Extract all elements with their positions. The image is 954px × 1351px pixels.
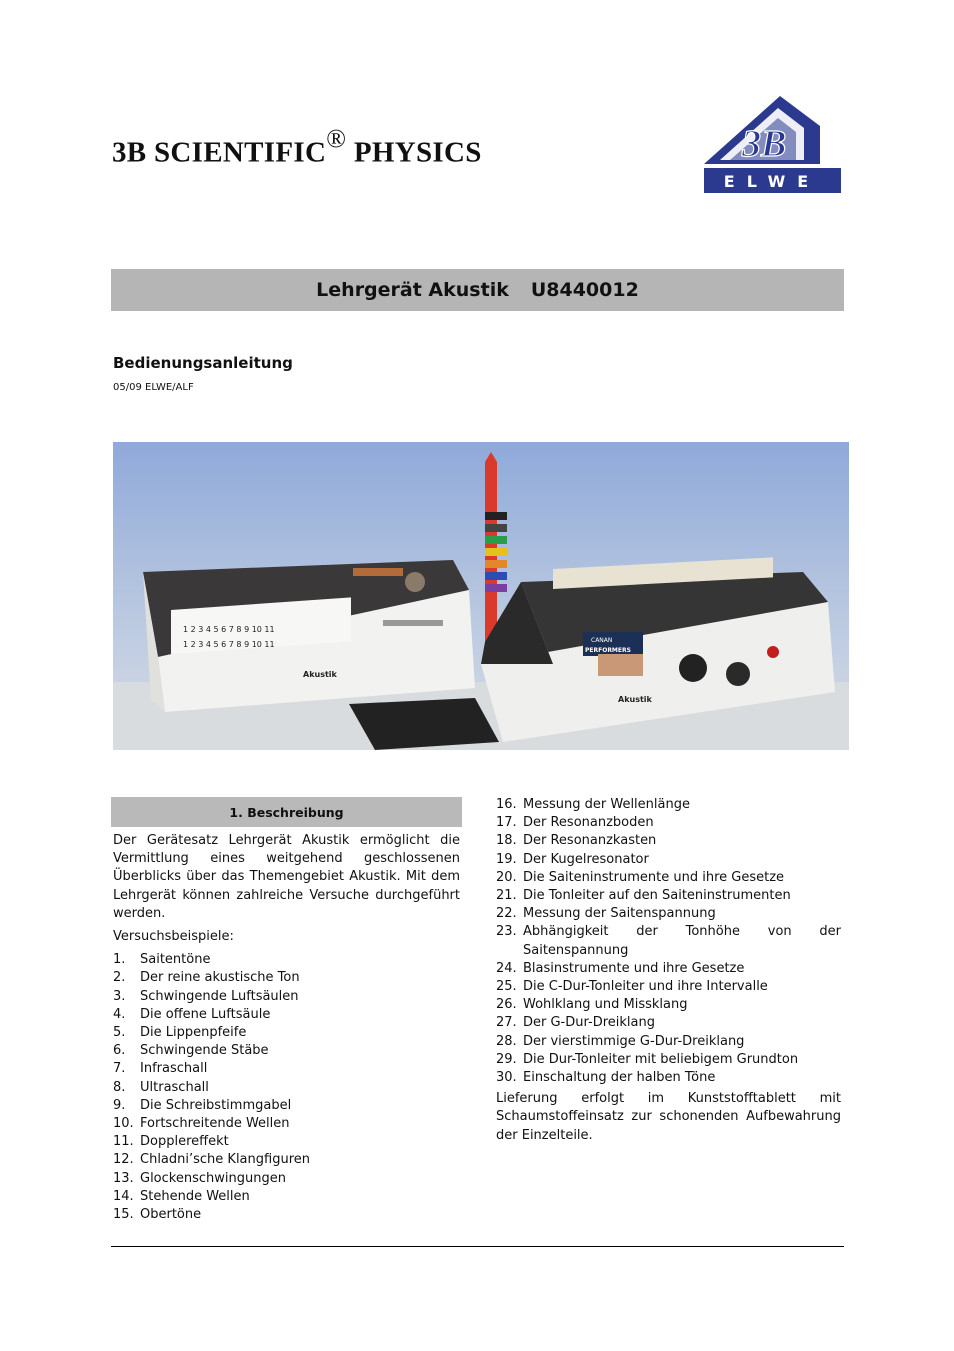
list-item-number: 18. (496, 833, 517, 849)
list-item-number: 13. (113, 1170, 134, 1186)
list-item-text: Saitentöne (140, 952, 211, 968)
list-item (113, 1206, 460, 1224)
box-label-right: Akustik (618, 695, 652, 704)
document-code: 05/09 ELWE/ALF (113, 382, 194, 393)
footer-rule (111, 1246, 844, 1247)
list-item (113, 969, 460, 987)
list-item (496, 1033, 841, 1051)
delivery-paragraph: Lieferung erfolgt im Kunststofftablett mit Schaumstoffeinsatz zur schonenden Aufbewahrung der Einzelteile. (496, 1091, 841, 1143)
list-item-text: Messung der Wellenlänge (523, 797, 690, 812)
svg-text:1 2 3 4 5 6 7 8 9 10 11: 1 2 3 4 5 6 7 8 9 10 11 (183, 640, 275, 649)
list-item-number: 3. (113, 988, 126, 1004)
list-item-number: 21. (496, 888, 517, 904)
list-item-number: 15. (113, 1207, 134, 1223)
list-item (496, 1069, 841, 1087)
photo-label-performers: PERFORMERS (585, 647, 631, 654)
right-column (496, 796, 841, 1158)
section-heading: 1. Beschreibung (111, 797, 462, 827)
experiments-list-left (113, 951, 460, 1224)
list-item-text: Fortschreitende Wellen (140, 1116, 290, 1132)
list-item-text: Ultraschall (140, 1079, 209, 1095)
subtitle: Bedienungsanleitung (113, 354, 293, 372)
list-item-text: Chladni’sche Klangfiguren (140, 1152, 310, 1168)
left-column (113, 832, 460, 1224)
list-item-number: 17. (496, 815, 517, 831)
list-item (113, 1006, 460, 1024)
list-item (496, 996, 841, 1014)
list-item (496, 960, 841, 978)
brand-main: 3B SCIENTIFIC (112, 136, 327, 169)
list-item (113, 988, 460, 1006)
list-item-number: 26. (496, 997, 517, 1013)
list-item-text: Die Tonleiter auf den Saiteninstrumenten (523, 888, 791, 904)
list-item-text: Der Kugelresonator (523, 851, 649, 867)
list-item-text: Schwingende Stäbe (140, 1043, 269, 1059)
list-item (113, 1097, 460, 1115)
list-item-number: 25. (496, 979, 517, 995)
list-item-text: Abhängigkeit der Tonhöhe von der Saitenspannung (523, 924, 841, 958)
list-item-text: Schwingende Luftsäulen (140, 988, 299, 1004)
list-item-number: 7. (113, 1061, 126, 1077)
list-item-text: Dopplereffekt (140, 1134, 229, 1150)
list-item-text: Die offene Luftsäule (140, 1006, 271, 1022)
list-item (496, 851, 841, 869)
list-item (496, 814, 841, 832)
3b-elwe-logo (700, 94, 842, 194)
list-item (113, 1151, 460, 1169)
logo-mark: 3B (742, 123, 787, 165)
list-item-text: Die Dur-Tonleiter mit beliebigem Grundton (523, 1051, 799, 1067)
list-item (113, 1133, 460, 1151)
list-item-number: 12. (113, 1152, 134, 1168)
list-item (496, 1014, 841, 1032)
list-item-number: 14. (113, 1188, 134, 1204)
list-item-number: 30. (496, 1070, 517, 1086)
list-item (496, 1051, 841, 1069)
list-item-number: 24. (496, 960, 517, 976)
list-item (113, 1079, 460, 1097)
list-item-text: Glockenschwingungen (140, 1170, 286, 1186)
list-item (496, 923, 841, 959)
list-item (113, 1115, 460, 1133)
list-item (496, 869, 841, 887)
list-item-text: Die Schreibstimmgabel (140, 1097, 292, 1113)
list-item-number: 23. (496, 924, 517, 940)
list-item-number: 28. (496, 1033, 517, 1049)
list-item-number: 22. (496, 906, 517, 922)
list-item-number: 20. (496, 869, 517, 885)
product-name: Lehrgerät Akustik (316, 279, 509, 301)
examples-label: Versuchsbeispiele: (113, 929, 234, 945)
intro-paragraph: Der Gerätesatz Lehrgerät Akustik ermöglicht die Vermittlung eines weitgehend geschlossenen Überblicks über das Themengebiet Akustik. Mit dem Lehrgerät können zahlreiche Versuche durchgeführt werden. (113, 833, 460, 921)
list-item-number: 19. (496, 851, 517, 867)
list-item-number: 8. (113, 1079, 126, 1095)
list-item (496, 887, 841, 905)
list-item-number: 6. (113, 1043, 126, 1059)
list-item (113, 1188, 460, 1206)
list-item-number: 16. (496, 797, 517, 812)
box-label-left: Akustik (303, 670, 337, 679)
list-item-text: Der Resonanzboden (523, 815, 654, 831)
photo-label-canan: CANAN (591, 637, 613, 644)
list-item (113, 1024, 460, 1042)
brand-suffix: PHYSICS (346, 136, 482, 169)
list-item-text: Blasinstrumente und ihre Gesetze (523, 960, 745, 976)
title-bar (111, 269, 844, 311)
logo-sub: ELWE (723, 172, 821, 191)
list-item-number: 10. (113, 1116, 134, 1132)
list-item-text: Die Lippenpfeife (140, 1025, 247, 1041)
list-item-number: 29. (496, 1051, 517, 1067)
list-item-text: Messung der Saitenspannung (523, 906, 716, 922)
list-item (113, 951, 460, 969)
list-item-number: 11. (113, 1134, 134, 1150)
list-item-number: 2. (113, 970, 126, 986)
registered-mark: ® (326, 124, 347, 153)
list-item-text: Der G-Dur-Dreiklang (523, 1015, 655, 1031)
list-item-number: 5. (113, 1025, 126, 1041)
list-item-number: 4. (113, 1006, 126, 1022)
list-item (496, 832, 841, 850)
product-photo (113, 442, 849, 750)
list-item-text: Der vierstimmige G-Dur-Dreiklang (523, 1033, 745, 1049)
list-item-text: Der reine akustische Ton (140, 970, 300, 986)
list-item-text: Wohlklang und Missklang (523, 997, 688, 1013)
list-item (113, 1060, 460, 1078)
svg-text:1 2 3 4 5 6 7 8 9 10 11: 1 2 3 4 5 6 7 8 9 10 11 (183, 625, 275, 634)
list-item (496, 905, 841, 923)
list-item-number: 9. (113, 1097, 126, 1113)
list-item-text: Der Resonanzkasten (523, 833, 657, 849)
list-item-text: Einschaltung der halben Töne (523, 1070, 716, 1086)
list-item-text: Die Saiteninstrumente und ihre Gesetze (523, 869, 785, 885)
brand-heading (112, 124, 482, 170)
list-item-text: Stehende Wellen (140, 1188, 250, 1204)
list-item-number: 27. (496, 1015, 517, 1031)
list-item-text: Infraschall (140, 1061, 208, 1077)
experiments-list-right (496, 796, 841, 1087)
product-code: U8440012 (530, 279, 639, 301)
list-item (496, 796, 841, 814)
list-item (113, 1170, 460, 1188)
svg-text:®: ® (810, 136, 817, 144)
list-item-text: Die C-Dur-Tonleiter und ihre Intervalle (523, 979, 768, 995)
list-item (113, 1042, 460, 1060)
list-item (496, 978, 841, 996)
list-item-text: Obertöne (140, 1207, 202, 1223)
list-item-number: 1. (113, 952, 126, 968)
